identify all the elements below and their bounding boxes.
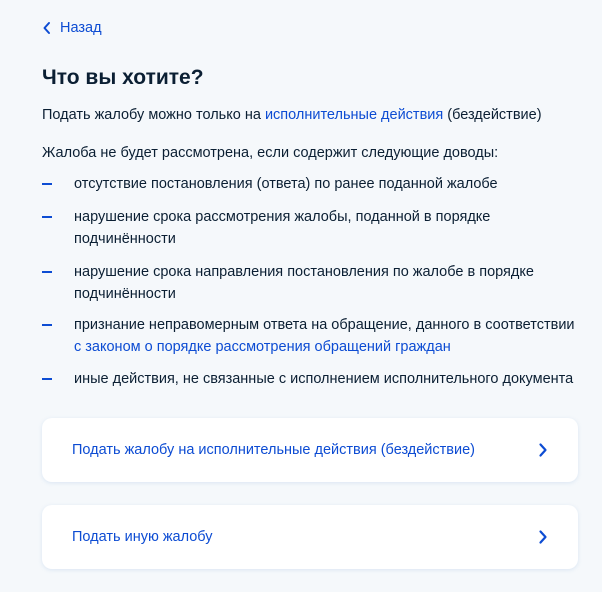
- reason-text: отсутствие постановления (ответа) по ранее поданной жалобе: [74, 176, 498, 192]
- intro-suffix: (бездействие): [443, 107, 542, 123]
- chevron-right-icon: [538, 529, 548, 545]
- option-card-executive-actions[interactable]: [42, 418, 578, 482]
- back-link[interactable]: [42, 20, 102, 36]
- intro-prefix: Подать жалобу можно только на: [42, 107, 265, 123]
- back-label: Назад: [60, 20, 102, 36]
- dash-bullet: [42, 324, 52, 326]
- appeals-law-link[interactable]: с законом о порядке рассмотрения обращений граждан: [74, 339, 451, 355]
- option-label: Подать иную жалобу: [72, 529, 213, 545]
- reason-text-block: [74, 314, 580, 358]
- option-card-other-complaint[interactable]: [42, 505, 578, 569]
- dash-bullet: [42, 183, 52, 185]
- dash-bullet: [42, 271, 52, 273]
- reason-text: нарушение срока направления постановления по жалобе в порядке подчинённости: [74, 264, 534, 302]
- option-label: Подать жалобу на исполнительные действия (бездействие): [72, 442, 475, 458]
- intro-text: [42, 107, 542, 123]
- executive-actions-link[interactable]: исполнительные действия: [264, 107, 444, 123]
- chevron-left-icon: [42, 21, 52, 35]
- reason-text: иные действия, не связанные с исполнением исполнительного документа: [74, 371, 574, 387]
- chevron-right-icon: [538, 442, 548, 458]
- dash-bullet: [42, 378, 52, 380]
- reason-text: признание неправомерным ответа на обращение, данного в соответствии: [74, 317, 575, 333]
- reason-text: нарушение срока рассмотрения жалобы, поданной в порядке подчинённости: [74, 209, 491, 247]
- dash-bullet: [42, 216, 52, 218]
- reasons-lead: Жалоба не будет рассмотрена, если содержит следующие доводы:: [42, 145, 499, 161]
- page-title: Что вы хотите?: [42, 66, 204, 89]
